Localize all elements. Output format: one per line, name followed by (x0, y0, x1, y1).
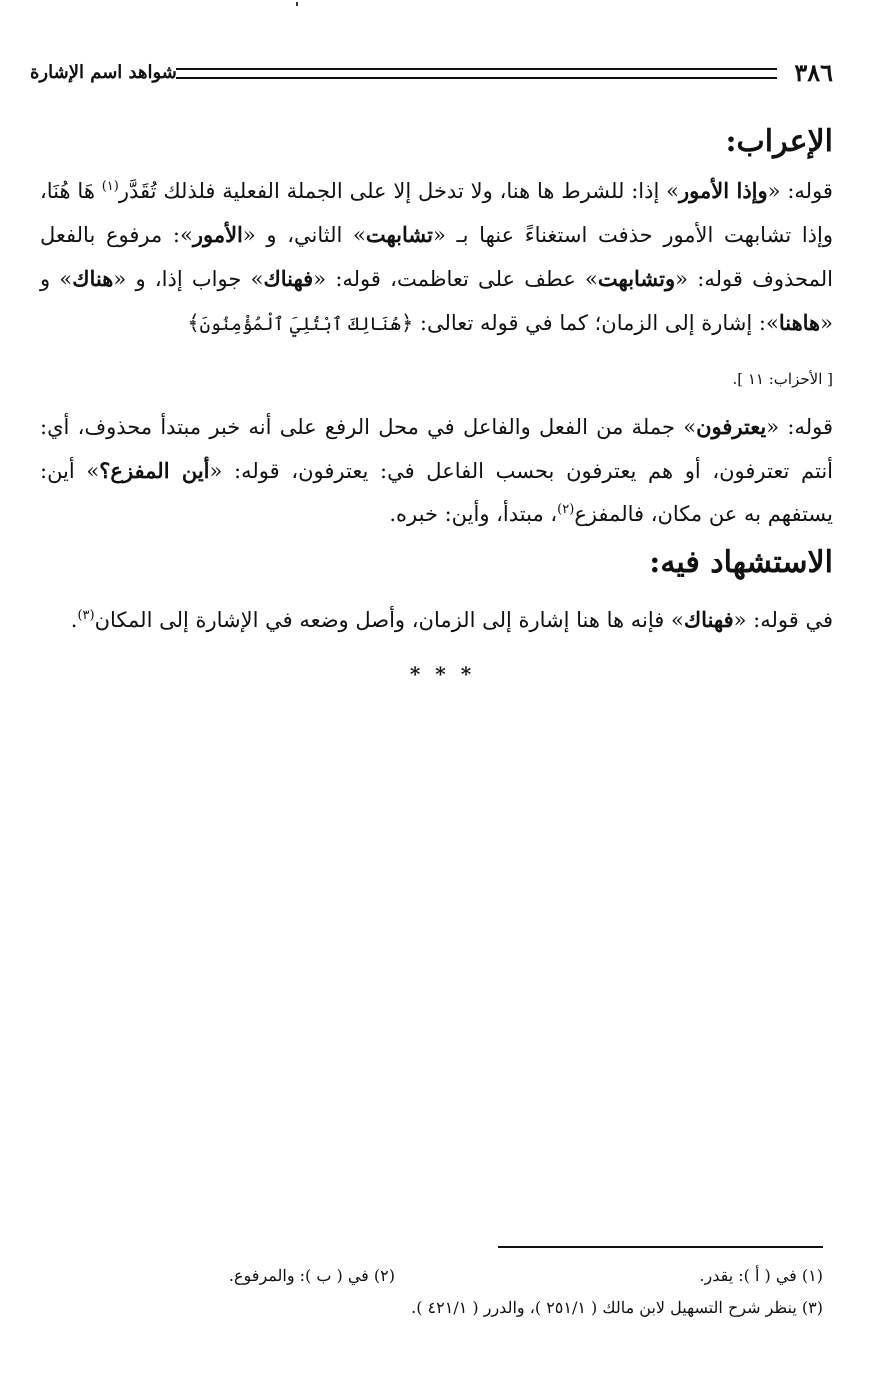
paragraph-istishhad: في قوله: «فهناك» فإنه ها هنا إشارة إلى الزمان، وأصل وضعه في الإشارة إلى المكان$^{(٣)}$. (70, 607, 833, 632)
footnote-1: (١) في ( أ ): يقدر. (699, 1266, 823, 1285)
header-double-rule (176, 68, 777, 79)
footnote-3: (٣) ينظر شرح التسهيل لابن مالك ( ٢٥١/١ )، والدرر ( ٤٢١/١ ). (411, 1298, 823, 1317)
footnote-marker-1[interactable]: (١) (101, 179, 119, 194)
running-title: شواهد اسم الإشارة (30, 62, 177, 83)
page-number: ٣٨٦ (794, 58, 833, 87)
scan-mark (296, 2, 298, 6)
section-separator: * * * (409, 662, 476, 686)
section-heading-irab: الإعراب: (725, 124, 833, 159)
running-header (30, 58, 833, 88)
section-heading-istishhad: الاستشهاد فيه: (649, 545, 833, 580)
paragraph-yatarifun: قوله: «يعترفون» جملة من الفعل والفاعل في محل الرفع على أنه خبر مبتدأ محذوف، أي: أنتم تعترفون، أو هم يعترفون بحسب الفاعل في: يعترفون، قوله: «أين المفزع؟» أين: يستفهم به عن مكان، فالمفزع$^{(٢)}$، مبتدأ، وأين: خبره. (40, 414, 833, 526)
quran-reference: [ الأحزاب: ١١ ]. (732, 370, 833, 388)
footnote-rule (498, 1246, 823, 1248)
footnote-marker-2[interactable]: (٢) (557, 502, 575, 517)
footnote-marker-3[interactable]: (٣) (77, 608, 95, 623)
footnote-2: (٢) في ( ب ): والمرفوع. (228, 1266, 395, 1285)
quran-verse: هُنَالِكَ ٱبْتُلِيَ ٱلْمُؤْمِنُونَ (199, 314, 401, 335)
paragraph-irab: قوله: «وإذا الأمور» إذا: للشرط ها هنا، ولا تدخل إلا على الجملة الفعلية فلذلك تُقَدَّر$^{(١)}$ هَا هُنَا، وإذا تشابهت الأمور حذفت استغناءً عنها بـ «تشابهت» الثاني، و «الأمور»: مرفوع بالفعل المحذوف قوله: «وتشابهت» عطف على تعاظمت، قوله: «فهناك» جواب إذا، و «هناك» و «هاهنا»: إشارة إلى الزمان؛ كما في قوله تعالى: ﴿هُنَالِكَ ٱبْتُلِيَ ٱلْمُؤْمِنُونَ﴾ (40, 178, 833, 335)
